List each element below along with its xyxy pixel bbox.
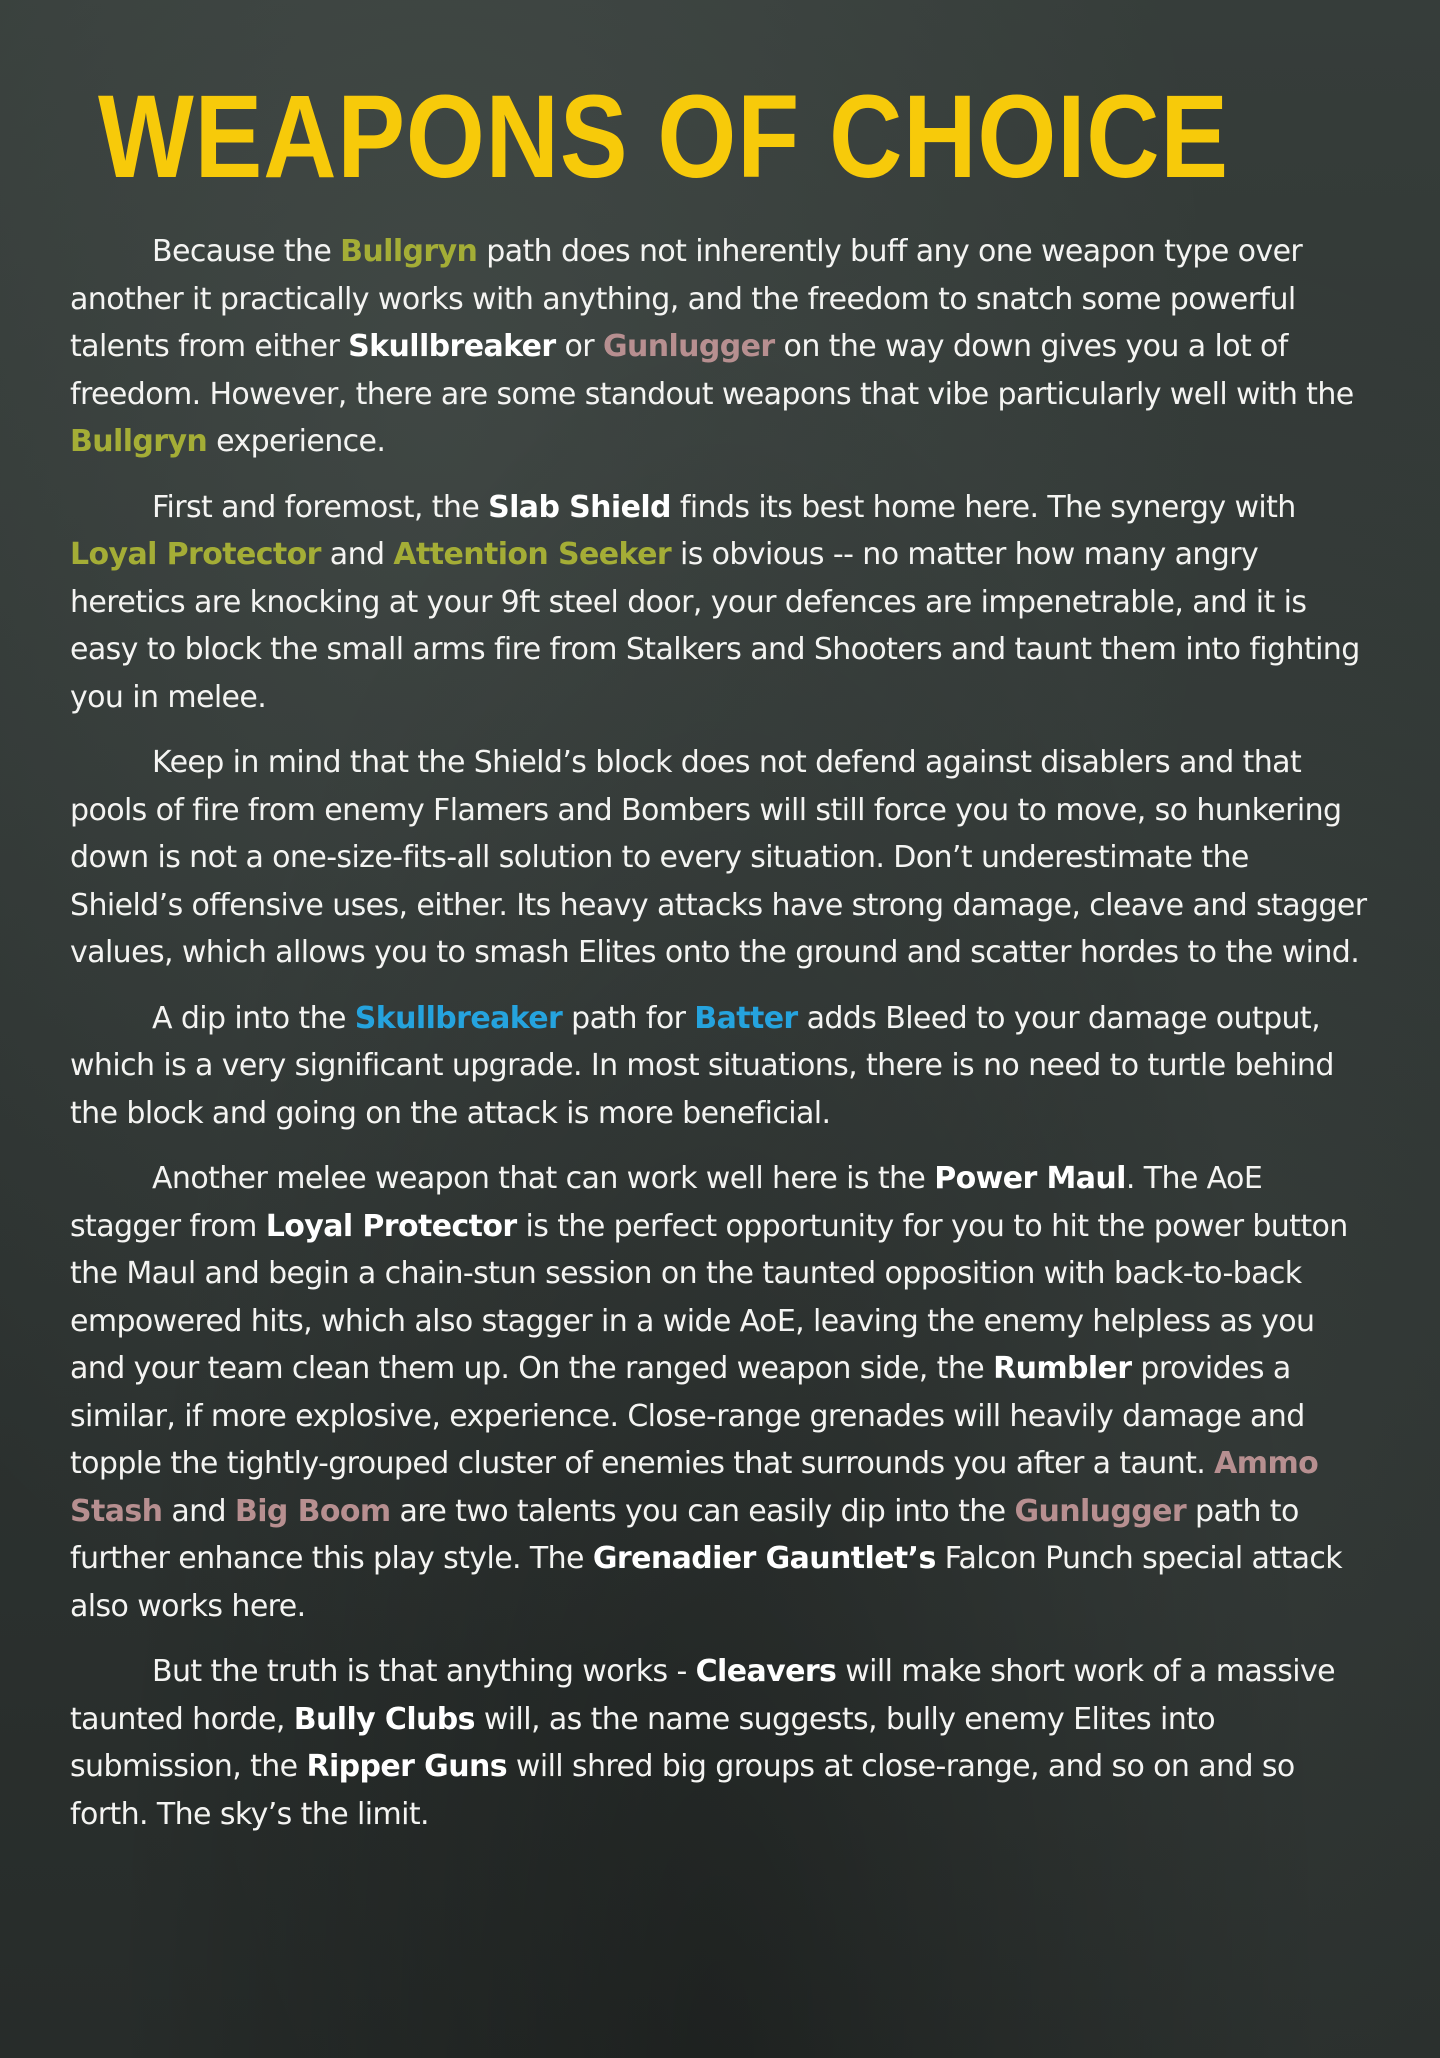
text-run: will, as the name suggests, bully enemy Elites into submission, the [70,1701,1216,1784]
text-run: path to further enhance this play style. The [70,1493,1299,1576]
text-run: will shred big groups at close-range, and so on and so forth. The sky’s the limit. [70,1749,1295,1832]
text-run: path does not inherently buff any one weapon type over another it practically works with anything, and the freedom to snatch some powerful talents from either [70,234,1303,364]
keyword-slab-shield: Slab Shield [488,489,671,525]
text-run: Because the [152,234,341,269]
text-run: adds Bleed to your damage output, which is a very significant upgrade. In most situations, there is no need to turtle behind the block and going on the attack is more beneficial. [70,1000,1334,1131]
article-body [70,228,1370,1856]
keyword-bullgryn: Bullgryn [340,234,478,269]
text-run: will make short work of a massive taunted horde, [70,1654,1335,1737]
keyword-loyal-protector: Loyal Protector [70,537,321,572]
keyword-cleavers: Cleavers [695,1654,837,1689]
keyword-batter: Batter [694,1000,798,1036]
text-run: and [320,537,394,572]
keyword-ripper-guns: Ripper Guns [306,1749,507,1784]
keyword-gunlugger: Gunlugger [602,329,775,364]
keyword-gunlugger: Gunlugger [1014,1493,1187,1529]
paragraph [70,484,1370,722]
paragraph [70,1648,1370,1838]
paragraph [70,739,1370,977]
text-run: is the perfect opportunity for you to hit the power button the Maul and begin a chain-stun session on the taunted opposition with back-to-back empowered hits, which also stagger in a wide AoE, leaving the enemy helpless as you and your team clean them up. On the ranged weapon side, the [70,1208,1348,1386]
keyword-big-boom: Big Boom [234,1493,391,1529]
page-title: WEAPONS OF CHOICE [98,71,1229,203]
paragraph [70,995,1370,1138]
text-run: on the way down gives you a lot of freedom. However, there are some standout weapons that vibe particularly well with the [70,329,1354,412]
paragraph [70,228,1370,466]
text-run: . The AoE stagger from [70,1161,1263,1244]
keyword-rumbler: Rumbler [993,1351,1132,1386]
keyword-power-maul: Power Maul [934,1161,1126,1196]
keyword-skullbreaker: Skullbreaker [354,1000,563,1036]
keyword-skullbreaker: Skullbreaker [348,329,556,364]
text-run: First and foremost, the [152,489,489,525]
text-run: But the truth is that anything works - [152,1654,696,1689]
text-run: and [162,1493,235,1529]
keyword-bullgryn: Bullgryn [70,424,208,459]
text-run: Another melee weapon that can work well here is the [152,1161,935,1196]
keyword-bully-clubs: Bully Clubs [293,1701,475,1737]
keyword-ammo-stash: Ammo Stash [70,1446,1319,1529]
paragraph [70,1155,1370,1630]
text-run: Falcon Punch special attack also works here. [70,1541,1343,1624]
text-run: is obvious -- no matter how many angry heretics are knocking at your 9ft steel door, your defences are impenetrable, and it is easy to block the small arms fire from Stalkers and Shooters and taunt them into fighting you in melee. [70,537,1360,715]
text-run: finds its best home here. The synergy with [670,489,1296,525]
text-run: experience. [207,424,386,459]
text-run: A dip into the [152,1000,355,1036]
text-run: are two talents you can easily dip into the [390,1493,1015,1529]
keyword-attention-seeker: Attention Seeker [393,537,672,572]
keyword-loyal-protector: Loyal Protector [265,1208,517,1244]
keyword-grenadier-gauntlet: Grenadier Gauntlet’s [592,1541,936,1576]
text-run: or [555,329,603,364]
text-run: path for [562,1000,695,1036]
text-run: provides a similar, if more explosive, experience. Close-range grenades will heavily damage and topple the tightly-grouped cluster of enemies that surrounds you after a taunt. [70,1351,1305,1481]
text-run: Keep in mind that the Shield’s block does not defend against disablers and that pools of fire from enemy Flamers and Bombers will still force you to move, so hunkering down is not a one-size-fits-all solution to every situation. Don’t underestimate the Shield’s offensive uses, either. Its heavy attacks have strong damage, cleave and stagger values, which allows you to smash Elites onto the ground and scatter hordes to the wind. [70,745,1367,970]
